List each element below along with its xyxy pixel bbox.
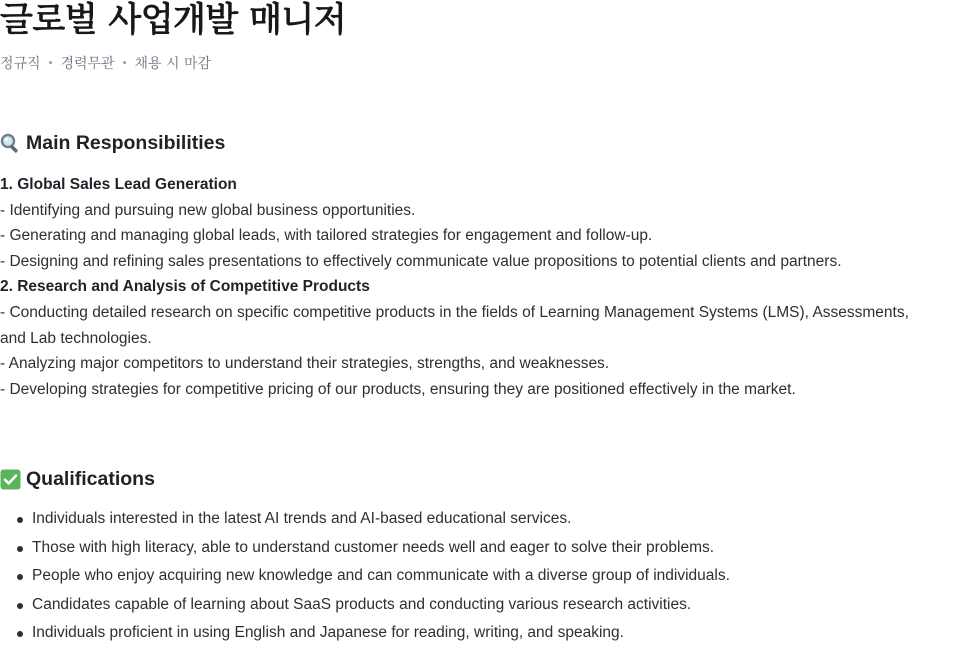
employment-type: 정규직	[0, 56, 41, 72]
qualification-item	[0, 505, 930, 534]
responsibility-item: - Analyzing major competitors to understand their strategies, strengths, and weaknesses.	[0, 355, 610, 373]
responsibilities-body	[0, 172, 930, 402]
bullet-icon	[17, 631, 23, 637]
qualifications-heading	[0, 467, 155, 491]
job-title: 글로벌 사업개발 매니저	[0, 0, 347, 40]
qualification-text: Candidates capable of learning about SaaS products and conducting various research activities.	[32, 595, 692, 613]
responsibilities-heading	[0, 131, 225, 155]
qualifications-title: Qualifications	[26, 468, 155, 490]
responsibility-subheading: 2. Research and Analysis of Competitive Products	[0, 278, 370, 296]
qualification-text: Those with high literacy, able to understand customer needs well and eager to solve their problems.	[32, 538, 715, 556]
qualification-text: Individuals interested in the latest AI trends and AI-based educational services.	[32, 510, 572, 527]
qualification-item	[0, 534, 930, 563]
qualification-text: Individuals proficient in using English and Japanese for reading, writing, and speaking.	[32, 624, 624, 641]
qualifications-list	[0, 505, 930, 648]
responsibility-item: - Identifying and pursuing new global business opportunities.	[0, 201, 416, 219]
qualification-text: People who enjoy acquiring new knowledge and can communicate with a diverse group of individuals.	[32, 567, 730, 584]
responsibility-item: - Conducting detailed research on specific competitive products in the fields of Learning Management Systems (LMS), Assessments, and Lab technologies.	[0, 303, 909, 347]
job-meta	[0, 53, 211, 73]
responsibility-subheading: 1. Global Sales Lead Generation	[0, 176, 237, 193]
bullet-icon	[17, 546, 23, 552]
bullet-icon	[17, 574, 23, 580]
qualification-item	[0, 591, 930, 620]
responsibility-item: - Generating and managing global leads, with tailored strategies for engagement and follow-up.	[0, 227, 653, 245]
bullet-icon	[17, 603, 23, 609]
search-icon	[0, 133, 21, 154]
qualification-item	[0, 619, 930, 648]
bullet-icon	[17, 517, 23, 523]
responsibilities-title: Main Responsibilities	[26, 132, 226, 154]
responsibility-item: - Designing and refining sales presentations to effectively communicate value propositions to potential clients and partners.	[0, 252, 842, 270]
qualification-item	[0, 562, 930, 591]
deadline: 채용 시 마감	[134, 56, 212, 72]
meta-separator: •	[121, 57, 128, 69]
responsibility-item: - Developing strategies for competitive pricing of our products, ensuring they are positioned effectively in the market.	[0, 380, 796, 398]
check-icon	[0, 469, 21, 490]
experience-level: 경력무관	[60, 56, 115, 72]
meta-separator: •	[47, 57, 54, 69]
